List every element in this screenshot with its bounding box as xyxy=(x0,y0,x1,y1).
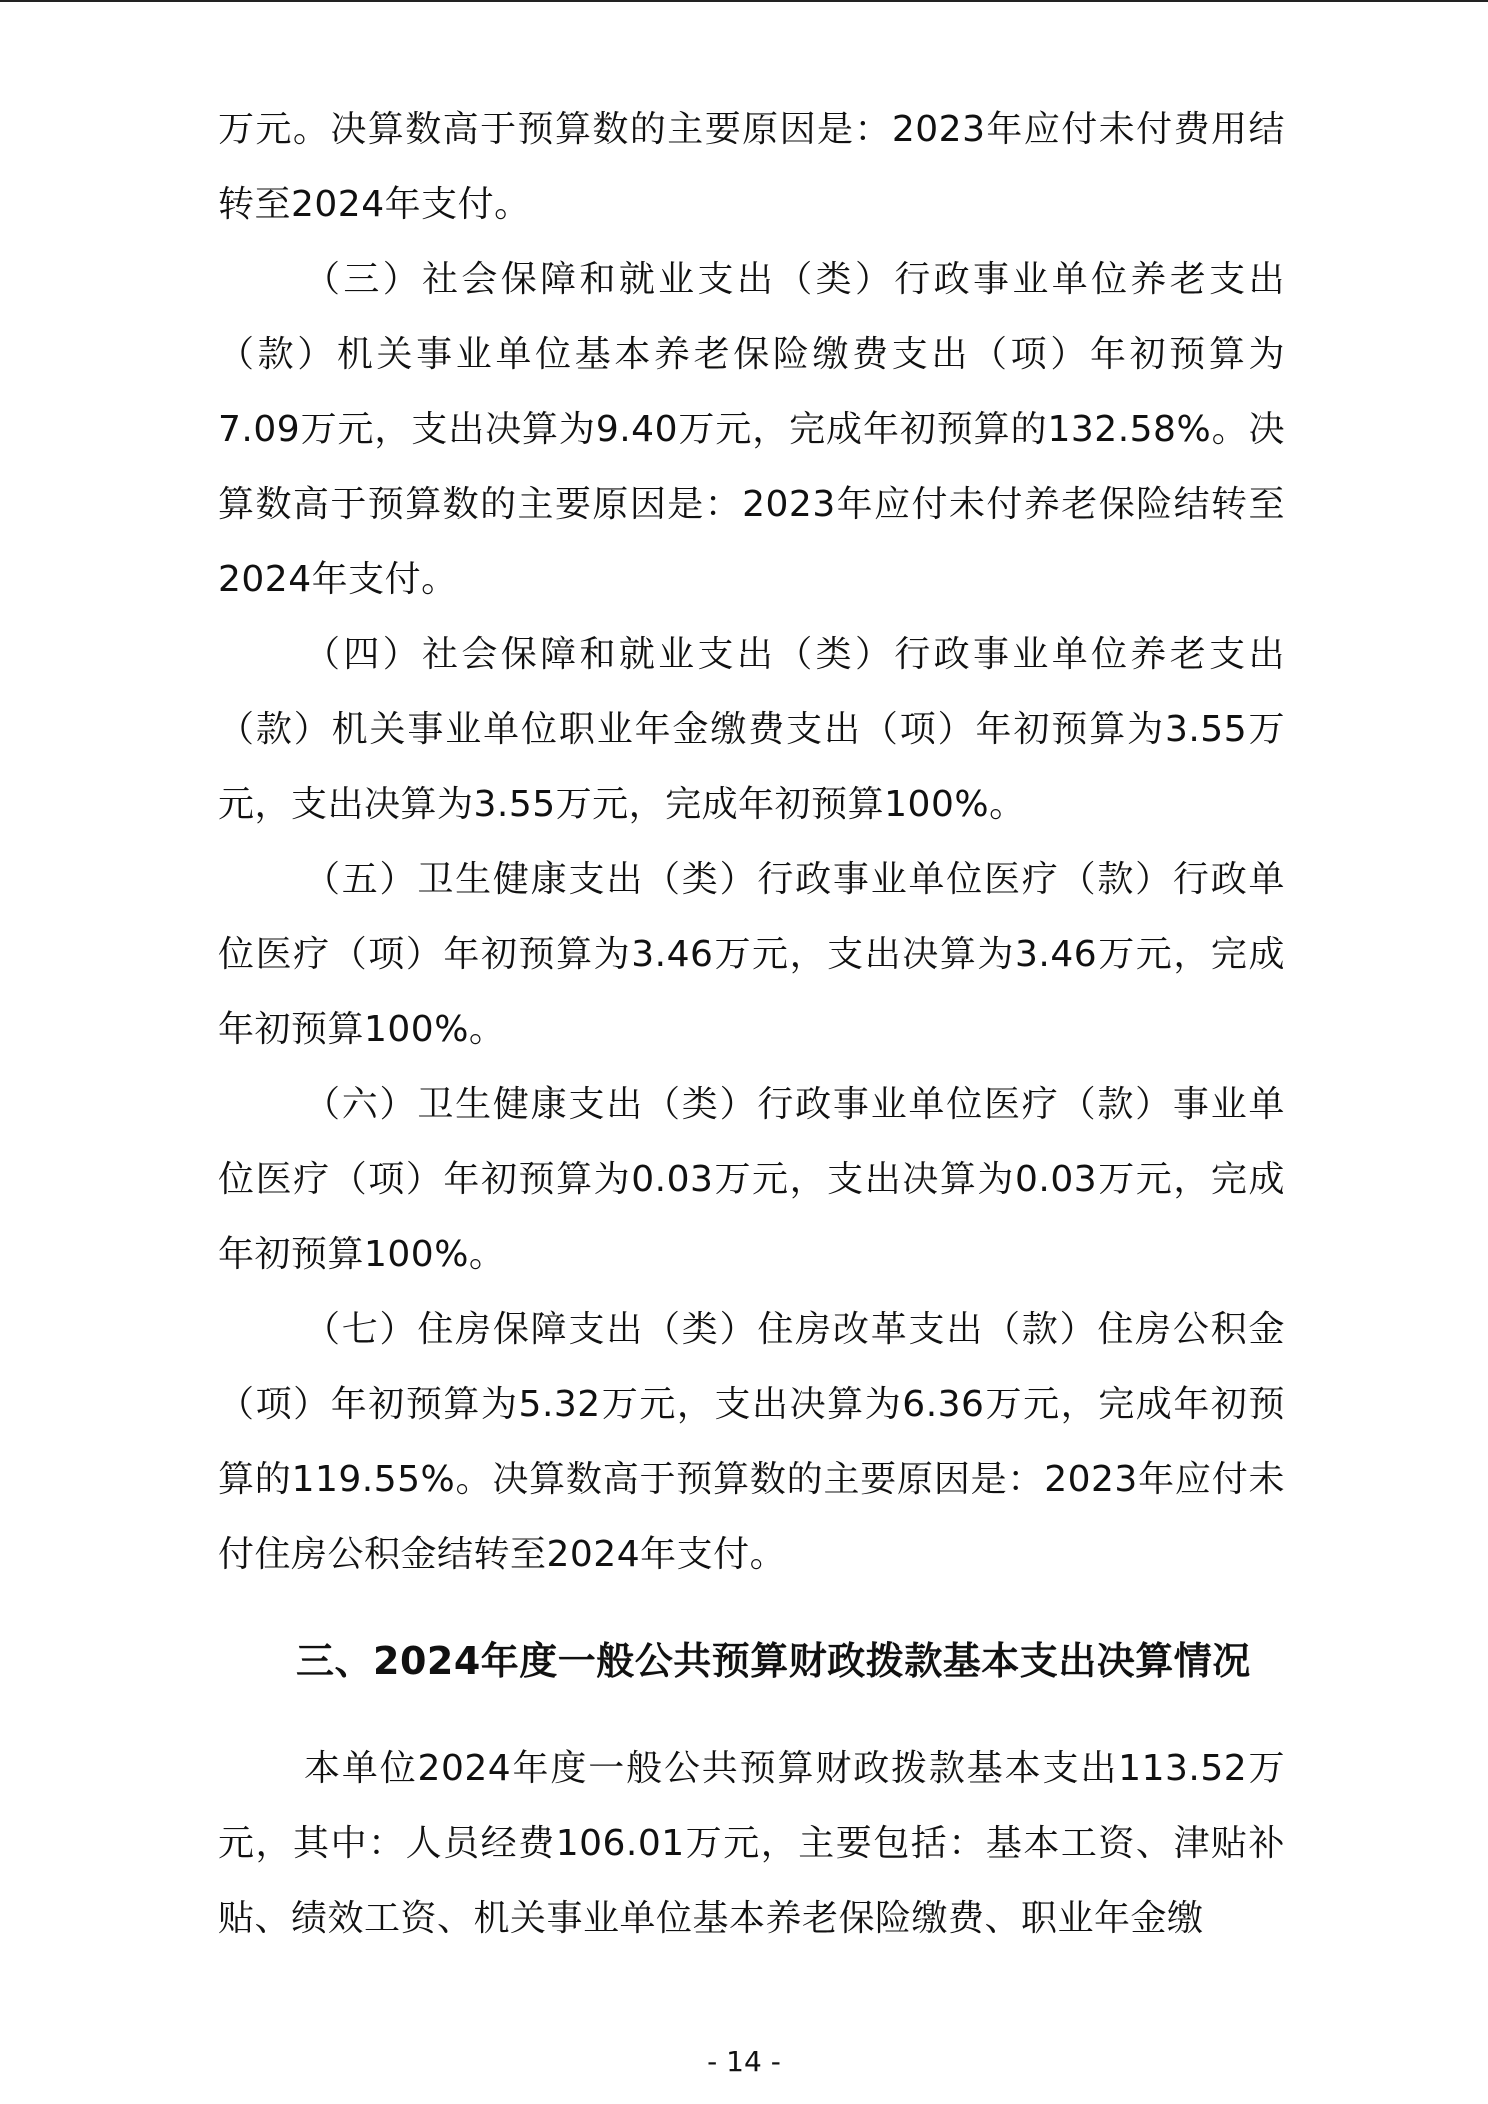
section-heading: 三、2024年度一般公共预算财政拨款基本支出决算情况 xyxy=(296,1639,1251,1683)
paragraph-item-6: （六）卫生健康支出（类）行政事业单位医疗（款）事业单位医疗（项）年初预算为0.03万元，支出决算为0.03万元，完成年初预算100%。 xyxy=(218,1084,1285,1275)
paragraph-item-5: （五）卫生健康支出（类）行政事业单位医疗（款）行政单位医疗（项）年初预算为3.46万元，支出决算为3.46万元，完成年初预算100%。 xyxy=(218,859,1285,1050)
paragraph-item-7: （七）住房保障支出（类）住房改革支出（款）住房公积金（项）年初预算为5.32万元，支出决算为6.36万元，完成年初预算的119.55%。决算数高于预算数的主要原因是：2023年应付未付住房公积金结转至2024年支付。 xyxy=(218,1309,1285,1575)
paragraph-basic-expenditure: 本单位2024年度一般公共预算财政拨款基本支出113.52万元，其中：人员经费106.01万元，主要包括：基本工资、津贴补贴、绩效工资、机关事业单位基本养老保险缴费、职业年金缴 xyxy=(218,1748,1285,1939)
paragraph-continuation: 万元。决算数高于预算数的主要原因是：2023年应付未付费用结转至2024年支付。 xyxy=(218,109,1285,225)
top-border-line xyxy=(0,0,1488,2)
page-number: - 14 - xyxy=(707,2045,781,2078)
document-page xyxy=(218,92,1285,1956)
paragraph-item-4: （四）社会保障和就业支出（类）行政事业单位养老支出（款）机关事业单位职业年金缴费支出（项）年初预算为3.55万元，支出决算为3.55万元，完成年初预算100%。 xyxy=(218,634,1285,825)
paragraph-item-3: （三）社会保障和就业支出（类）行政事业单位养老支出（款）机关事业单位基本养老保险缴费支出（项）年初预算为7.09万元，支出决算为9.40万元，完成年初预算的132.58%。决算数高于预算数的主要原因是：2023年应付未付养老保险结转至2024年支付。 xyxy=(218,259,1285,600)
